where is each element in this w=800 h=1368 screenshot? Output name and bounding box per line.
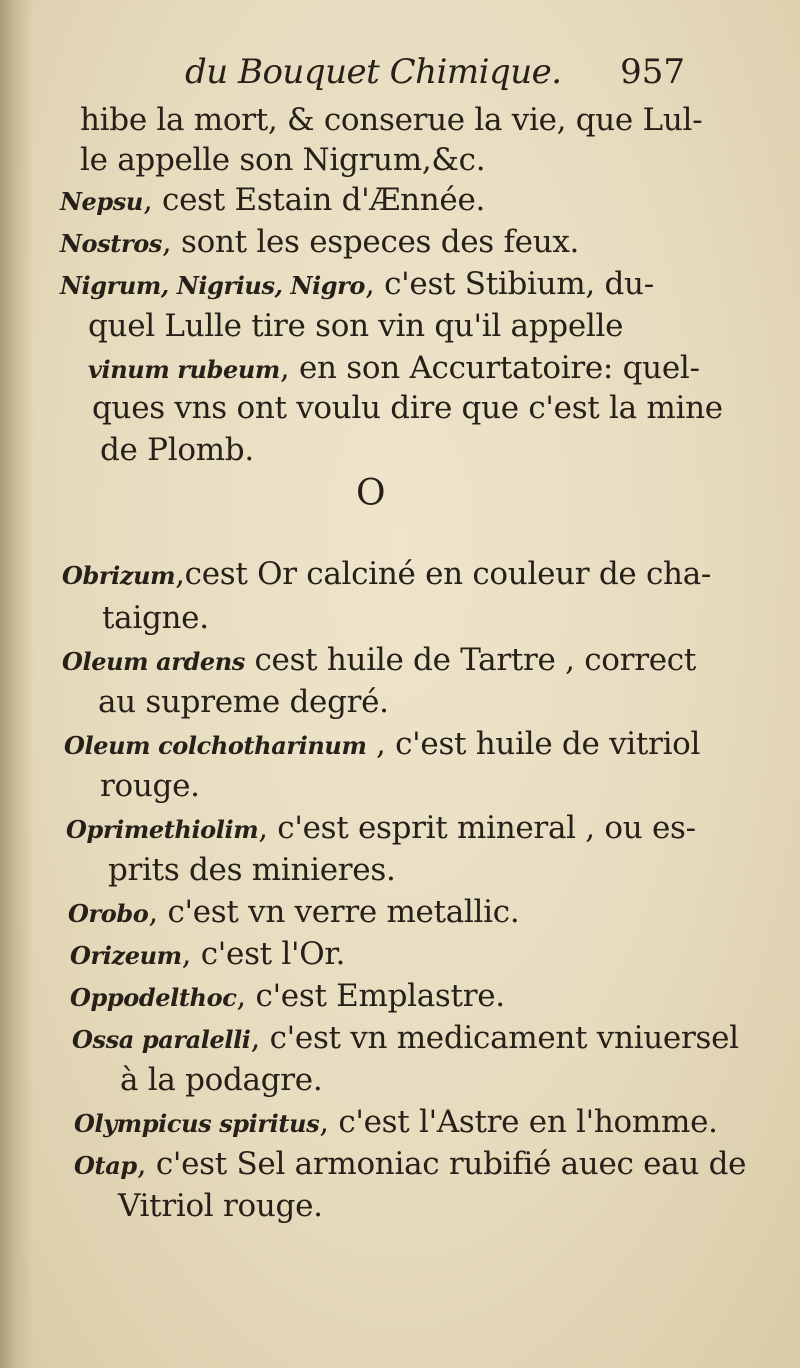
section-letter: O [356,473,386,514]
glossary-entry [72,1018,739,1060]
text-line: rouge. [100,768,200,804]
entry-term: Ossa paralelli [72,1025,251,1054]
entry-term: Oppodelthoc [70,983,237,1012]
entry-term: Orobo [68,899,149,928]
entry-definition: , c'est Stibium, du- [365,266,654,302]
text-line: Vitriol rouge. [118,1188,323,1224]
page-number: 957 [620,52,685,92]
page-gutter-shadow [0,0,34,1368]
text-line: taigne. [102,600,209,636]
entry-term: Otap [74,1151,137,1180]
entry-definition: cest huile de Tartre , correct [244,642,696,678]
text-line: quel Lulle tire son vin qu'il appelle [88,308,624,344]
glossary-entry [60,264,654,306]
entry-definition: , c'est Emplastre. [236,978,505,1014]
text-line: de Plomb. [100,432,254,468]
entry-definition: , sont les especes des feux. [161,224,580,260]
running-title: du Bouquet Chimique. [185,52,562,92]
page-header [185,48,685,96]
entry-term: Oprimethiolim [66,815,259,844]
entry-definition: , en son Accurtatoire: quel- [279,350,700,386]
entry-definition: , c'est vn verre metallic. [148,894,520,930]
glossary-entry [62,554,711,596]
glossary-entry [66,808,696,850]
entry-term: Nepsu [60,187,143,216]
entry-definition: , c'est l'Astre en l'homme. [319,1104,718,1140]
glossary-entry [70,976,505,1018]
glossary-entry [74,1144,746,1186]
glossary-entry [64,724,700,766]
entry-term: vinum rubeum [88,355,280,384]
entry-definition: , c'est Sel armoniac rubifié auec eau de [136,1146,747,1182]
entry-definition: , c'est l'Or. [181,936,346,972]
entry-definition: , cest Estain d'Ænnée. [142,182,486,218]
entry-term: Orizeum [70,941,182,970]
text-line: à la podagre. [120,1062,323,1098]
glossary-entry [88,348,700,390]
text-line: hibe la mort, & conserue la vie, que Lul- [80,102,703,138]
text-line: le appelle son Nigrum,&c. [80,142,486,178]
entry-definition: , c'est huile de vitriol [366,726,701,762]
entry-term: Oleum ardens [62,647,245,676]
glossary-entry [60,180,485,222]
entry-definition: , c'est esprit mineral , ou es- [258,810,696,846]
text-line: prits des minieres. [108,852,396,888]
glossary-entry [62,640,696,682]
entry-term: Olympicus spiritus [74,1109,320,1138]
text-line: ques vns ont voulu dire que c'est la mine [92,390,723,426]
entry-term: Oleum colchotharinum [64,731,367,760]
glossary-entry [74,1102,718,1144]
entry-definition: ,cest Or calciné en couleur de cha- [175,556,712,592]
text-line: au supreme degré. [98,684,389,720]
entry-definition: , c'est vn medicament vniuersel [250,1020,739,1056]
glossary-entry [68,892,519,934]
entry-term: Nostros [60,229,162,258]
entry-term: Nigrum, Nigrius, Nigro [60,271,365,300]
entry-term: Obrizum [62,561,176,590]
glossary-entry [70,934,345,976]
glossary-entry [60,222,579,264]
